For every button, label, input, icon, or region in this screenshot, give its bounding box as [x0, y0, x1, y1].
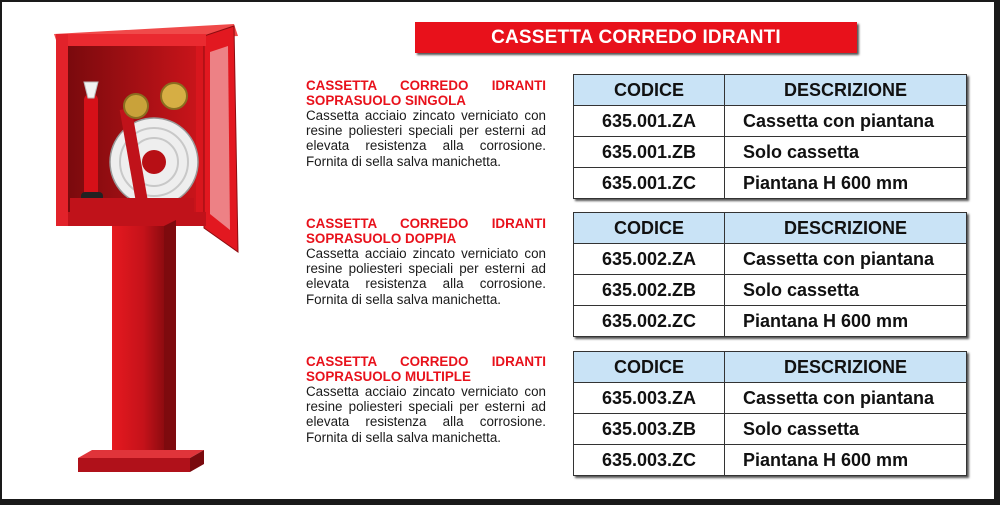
section-title-line1: CASSETTA CORREDO IDRANTI — [306, 78, 546, 93]
table-header-row — [574, 352, 967, 383]
table-row — [574, 244, 967, 275]
description-cell: Solo cassetta — [725, 414, 967, 445]
codes-table-singola — [573, 74, 967, 199]
section-title-line1: CASSETTA CORREDO IDRANTI — [306, 216, 546, 231]
table-row — [574, 137, 967, 168]
section-description-doppia — [306, 216, 546, 307]
table-row — [574, 306, 967, 337]
header-descrizione: DESCRIZIONE — [725, 75, 967, 106]
description-cell: Solo cassetta — [725, 275, 967, 306]
description-cell: Cassetta con piantana — [725, 383, 967, 414]
section-title-line1: CASSETTA CORREDO IDRANTI — [306, 354, 546, 369]
codes-table-doppia — [573, 212, 967, 337]
code-cell: 635.002.ZA — [574, 244, 725, 275]
section-description-singola — [306, 78, 546, 169]
description-cell: Piantana H 600 mm — [725, 306, 967, 337]
description-cell: Cassetta con piantana — [725, 106, 967, 137]
header-codice: CODICE — [574, 75, 725, 106]
table-header-row — [574, 213, 967, 244]
section-body: Cassetta acciaio zincato verniciato con resine poliesteri speciali per esterni ad elevata resistenza alla corrosione. Fornita di sella salva manichetta. — [306, 384, 546, 445]
code-cell: 635.003.ZA — [574, 383, 725, 414]
header-codice: CODICE — [574, 213, 725, 244]
section-title-line2: SOPRASUOLO MULTIPLE — [306, 369, 471, 384]
table-row — [574, 106, 967, 137]
section-title-line2: SOPRASUOLO SINGOLA — [306, 93, 466, 108]
codes-table-multiple — [573, 351, 967, 476]
code-cell: 635.002.ZC — [574, 306, 725, 337]
header-descrizione: DESCRIZIONE — [725, 352, 967, 383]
section-description-multiple — [306, 354, 546, 445]
description-cell: Cassetta con piantana — [725, 244, 967, 275]
code-cell: 635.001.ZB — [574, 137, 725, 168]
code-cell: 635.001.ZA — [574, 106, 725, 137]
section-body: Cassetta acciaio zincato verniciato con resine poliesteri speciali per esterni ad elevata resistenza alla corrosione. Fornita di sella salva manichetta. — [306, 108, 546, 169]
header-descrizione: DESCRIZIONE — [725, 213, 967, 244]
table-row — [574, 414, 967, 445]
table-row — [574, 445, 967, 476]
description-cell: Piantana H 600 mm — [725, 445, 967, 476]
description-cell: Piantana H 600 mm — [725, 168, 967, 199]
hydrant-cabinet-image — [26, 22, 266, 487]
table-row — [574, 275, 967, 306]
section-body: Cassetta acciaio zincato verniciato con resine poliesteri speciali per esterni ad elevata resistenza alla corrosione. Fornita di sella salva manichetta. — [306, 246, 546, 307]
page-title-banner: CASSETTA CORREDO IDRANTI — [415, 22, 857, 53]
code-cell: 635.002.ZB — [574, 275, 725, 306]
section-title-line2: SOPRASUOLO DOPPIA — [306, 231, 457, 246]
code-cell: 635.001.ZC — [574, 168, 725, 199]
table-row — [574, 168, 967, 199]
code-cell: 635.003.ZC — [574, 445, 725, 476]
description-cell: Solo cassetta — [725, 137, 967, 168]
header-codice: CODICE — [574, 352, 725, 383]
code-cell: 635.003.ZB — [574, 414, 725, 445]
table-header-row — [574, 75, 967, 106]
table-row — [574, 383, 967, 414]
